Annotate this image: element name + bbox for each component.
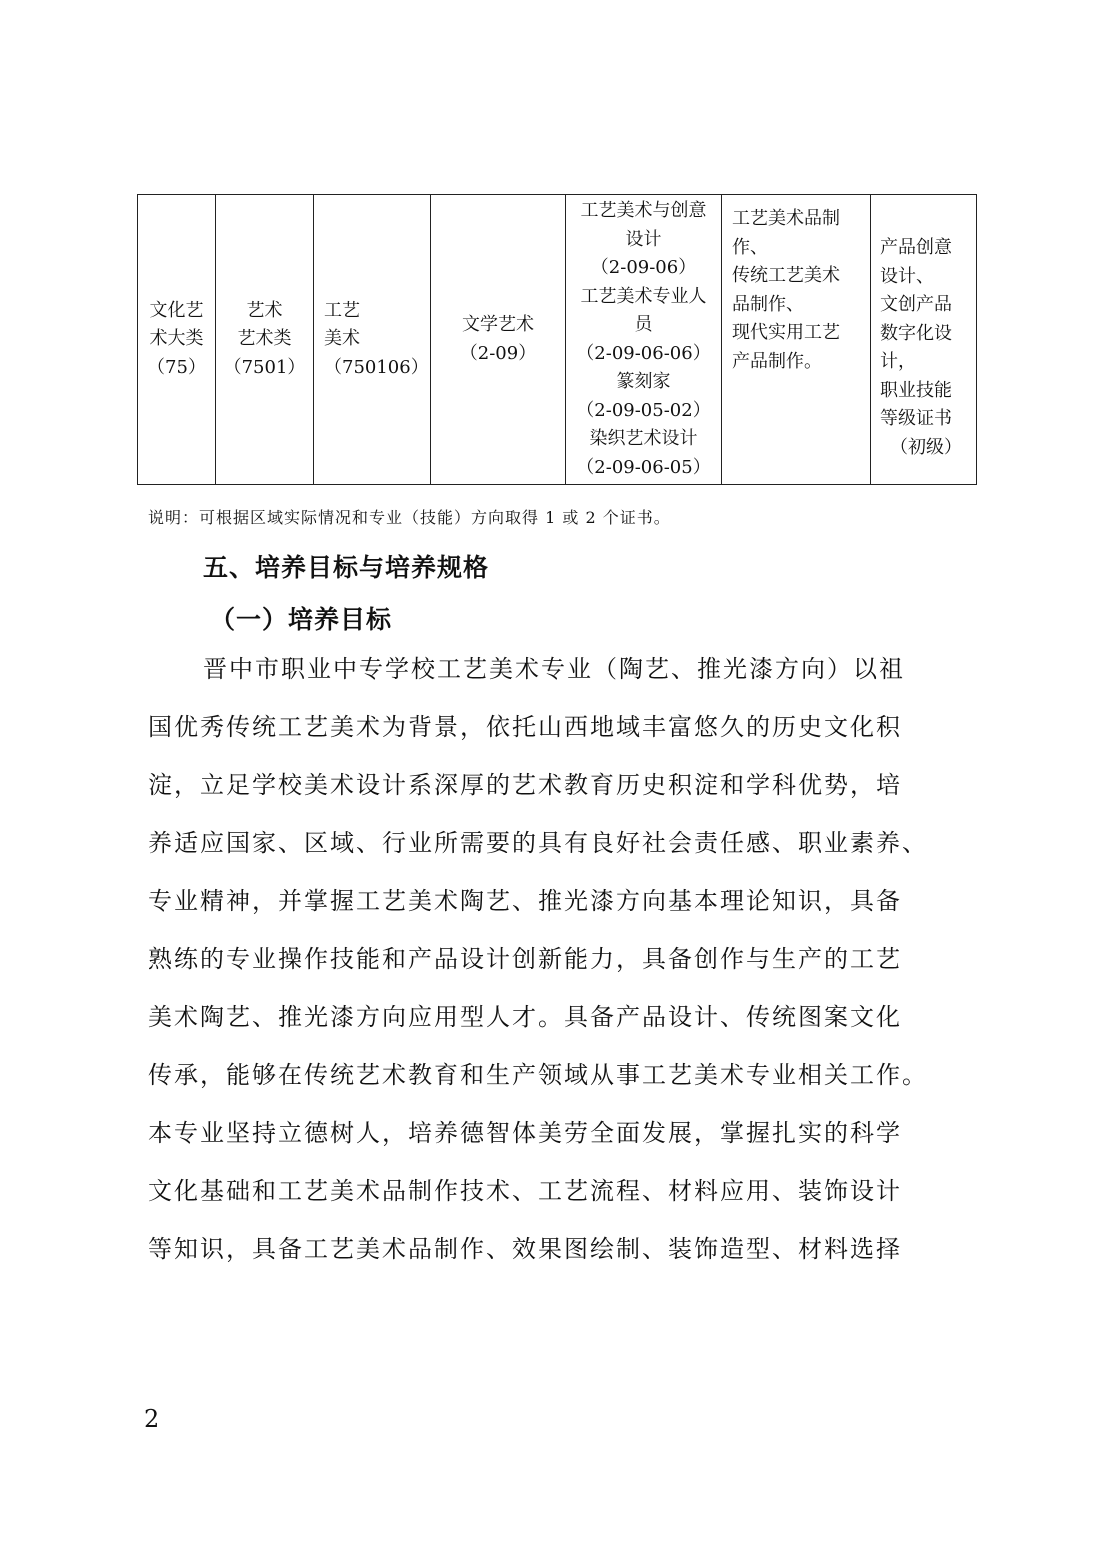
paragraph-line: 等知识，具备工艺美术品制作、效果图绘制、装饰造型、材料选择 xyxy=(148,1235,902,1263)
table-note: 说明：可根据区域实际情况和专业（技能）方向取得 1 或 2 个证书。 xyxy=(148,508,671,527)
cell-certificate: 产品创意 设计、 文创产品 数字化设 计， 职业技能 等级证书 （初级） xyxy=(871,195,977,485)
subsection-heading: （一）培养目标 xyxy=(210,605,393,634)
occupation-table xyxy=(137,194,977,485)
paragraph-line: 晋中市职业中专学校工艺美术专业（陶艺、推光漆方向）以祖 xyxy=(203,655,905,683)
cell-major-category: 文化艺 术大类 （75） xyxy=(138,195,216,485)
cell-industry: 文学艺术 （2-09） xyxy=(431,195,566,485)
cell-occupation: 工艺美术与创意 设计 （2-09-06） 工艺美术专业人 员 （2-09-06-06） 篆刻家 （2-09-05-02） 染织艺术设计 （2-09-06-05） xyxy=(566,195,722,485)
paragraph-line: 文化基础和工艺美术品制作技术、工艺流程、材料应用、装饰设计 xyxy=(148,1177,902,1205)
paragraph-line: 国优秀传统工艺美术为背景，依托山西地域丰富悠久的历史文化积 xyxy=(148,713,902,741)
cell-sub-category: 艺术 艺术类 （7501） xyxy=(216,195,314,485)
cell-job-field: 工艺美术品制 作、 传统工艺美术 品制作、 现代实用工艺 产品制作。 xyxy=(722,195,871,485)
paragraph-line: 美术陶艺、推光漆方向应用型人才。具备产品设计、传统图案文化 xyxy=(148,1003,902,1031)
page-number: 2 xyxy=(144,1405,160,1433)
paragraph-line: 淀，立足学校美术设计系深厚的艺术教育历史积淀和学科优势，培 xyxy=(148,771,902,799)
paragraph-line: 养适应国家、区域、行业所需要的具有良好社会责任感、职业素养、 xyxy=(148,829,928,857)
paragraph-line: 本专业坚持立德树人，培养德智体美劳全面发展，掌握扎实的科学 xyxy=(148,1119,902,1147)
paragraph-line: 熟练的专业操作技能和产品设计创新能力，具备创作与生产的工艺 xyxy=(148,945,902,973)
paragraph-line: 专业精神，并掌握工艺美术陶艺、推光漆方向基本理论知识，具备 xyxy=(148,887,902,915)
body-paragraph xyxy=(148,640,978,1278)
paragraph-line: 传承，能够在传统艺术教育和生产领域从事工艺美术专业相关工作。 xyxy=(148,1061,928,1089)
section-heading: 五、培养目标与培养规格 xyxy=(203,553,490,582)
cell-major: 工艺 美术 （750106） xyxy=(314,195,431,485)
table-row xyxy=(138,195,977,485)
